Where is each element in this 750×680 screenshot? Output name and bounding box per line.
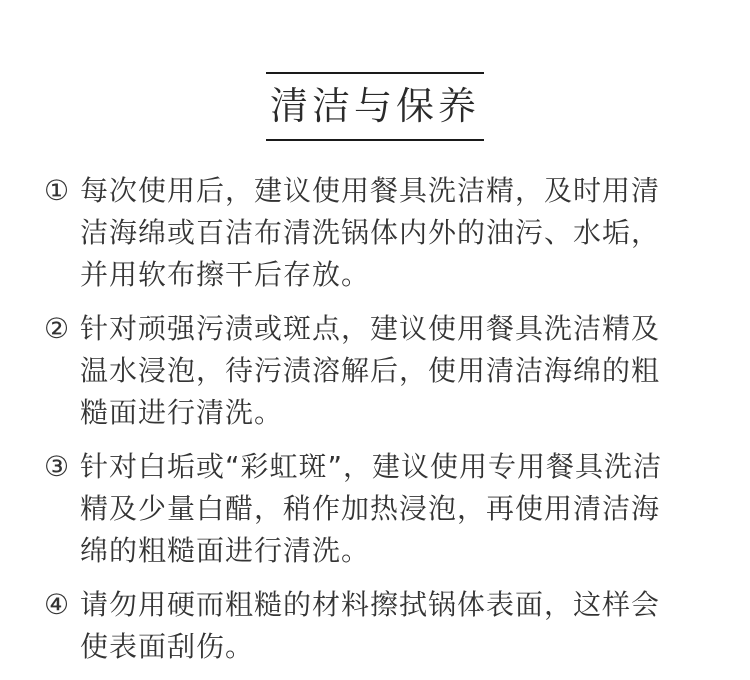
list-item xyxy=(44,584,684,668)
list-item xyxy=(44,446,684,572)
item-text: 针对顽强污渍或斑点，建议使用餐具洗洁精及温水浸泡，待污渍溶解后，使用清洁海绵的粗糙面进行清洗。 xyxy=(80,312,661,429)
item-text: 请勿用硬而粗糙的材料擦拭锅体表面，这样会使表面刮伤。 xyxy=(80,588,661,663)
page-title: 清洁与保养 xyxy=(266,72,484,141)
item-number: ② xyxy=(44,312,70,345)
care-instructions-list xyxy=(44,170,684,680)
item-text: 每次使用后，建议使用餐具洗洁精，及时用清洁海绵或百洁布清洗锅体内外的油污、水垢，并用软布擦干后存放。 xyxy=(80,174,661,291)
list-item xyxy=(44,308,684,434)
item-number: ④ xyxy=(44,588,70,621)
item-number: ① xyxy=(44,174,70,207)
title-container xyxy=(0,72,750,141)
item-number: ③ xyxy=(44,450,70,483)
item-text: 针对白垢或“彩虹斑”，建议使用专用餐具洗洁精及少量白醋，稍作加热浸泡，再使用清洁海绵的粗糙面进行清洗。 xyxy=(80,450,663,567)
list-item xyxy=(44,170,684,296)
